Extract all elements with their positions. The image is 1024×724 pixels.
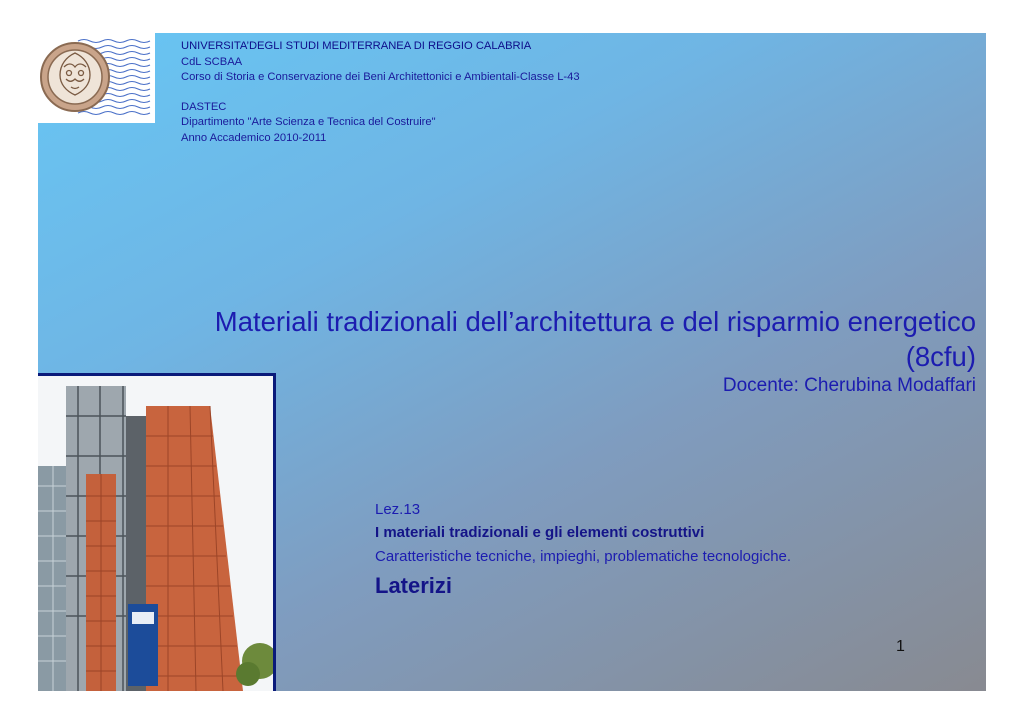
lesson-subject: I materiali tradizionali e gli elementi costruttivi (375, 524, 705, 541)
slide (38, 33, 986, 691)
page-number: 1 (896, 638, 905, 655)
university-name: UNIVERSITA’DEGLI STUDI MEDITERRANEA DI REGGIO CALABRIA (181, 40, 532, 52)
course-title (146, 304, 976, 374)
lesson-number: Lez.13 (375, 501, 421, 518)
lesson-info (375, 499, 791, 603)
course-code: CdL SCBAA (181, 55, 243, 68)
lesson-description: Caratteristiche tecniche, impieghi, problematiche tecnologiche. (375, 548, 792, 565)
lesson-topic: Laterizi (375, 573, 453, 598)
building-photo (38, 373, 276, 691)
course-title-line1: Materiali tradizionali dell’architettura e del risparmio energetico (214, 306, 976, 337)
teacher-name: Docente: Cherubina Modaffari (722, 375, 976, 396)
institution-header (181, 39, 580, 146)
department-code: DASTEC (181, 100, 227, 113)
academic-year: Anno Accademico 2010-2011 (181, 131, 327, 144)
department-name: Dipartimento "Arte Scienza e Tecnica del Costruire" (181, 116, 436, 128)
course-name: Corso di Storia e Conservazione dei Beni Architettonici e Ambientali-Classe L-43 (181, 71, 580, 83)
course-title-line2: (8cfu) (905, 341, 976, 372)
university-logo (38, 33, 155, 123)
